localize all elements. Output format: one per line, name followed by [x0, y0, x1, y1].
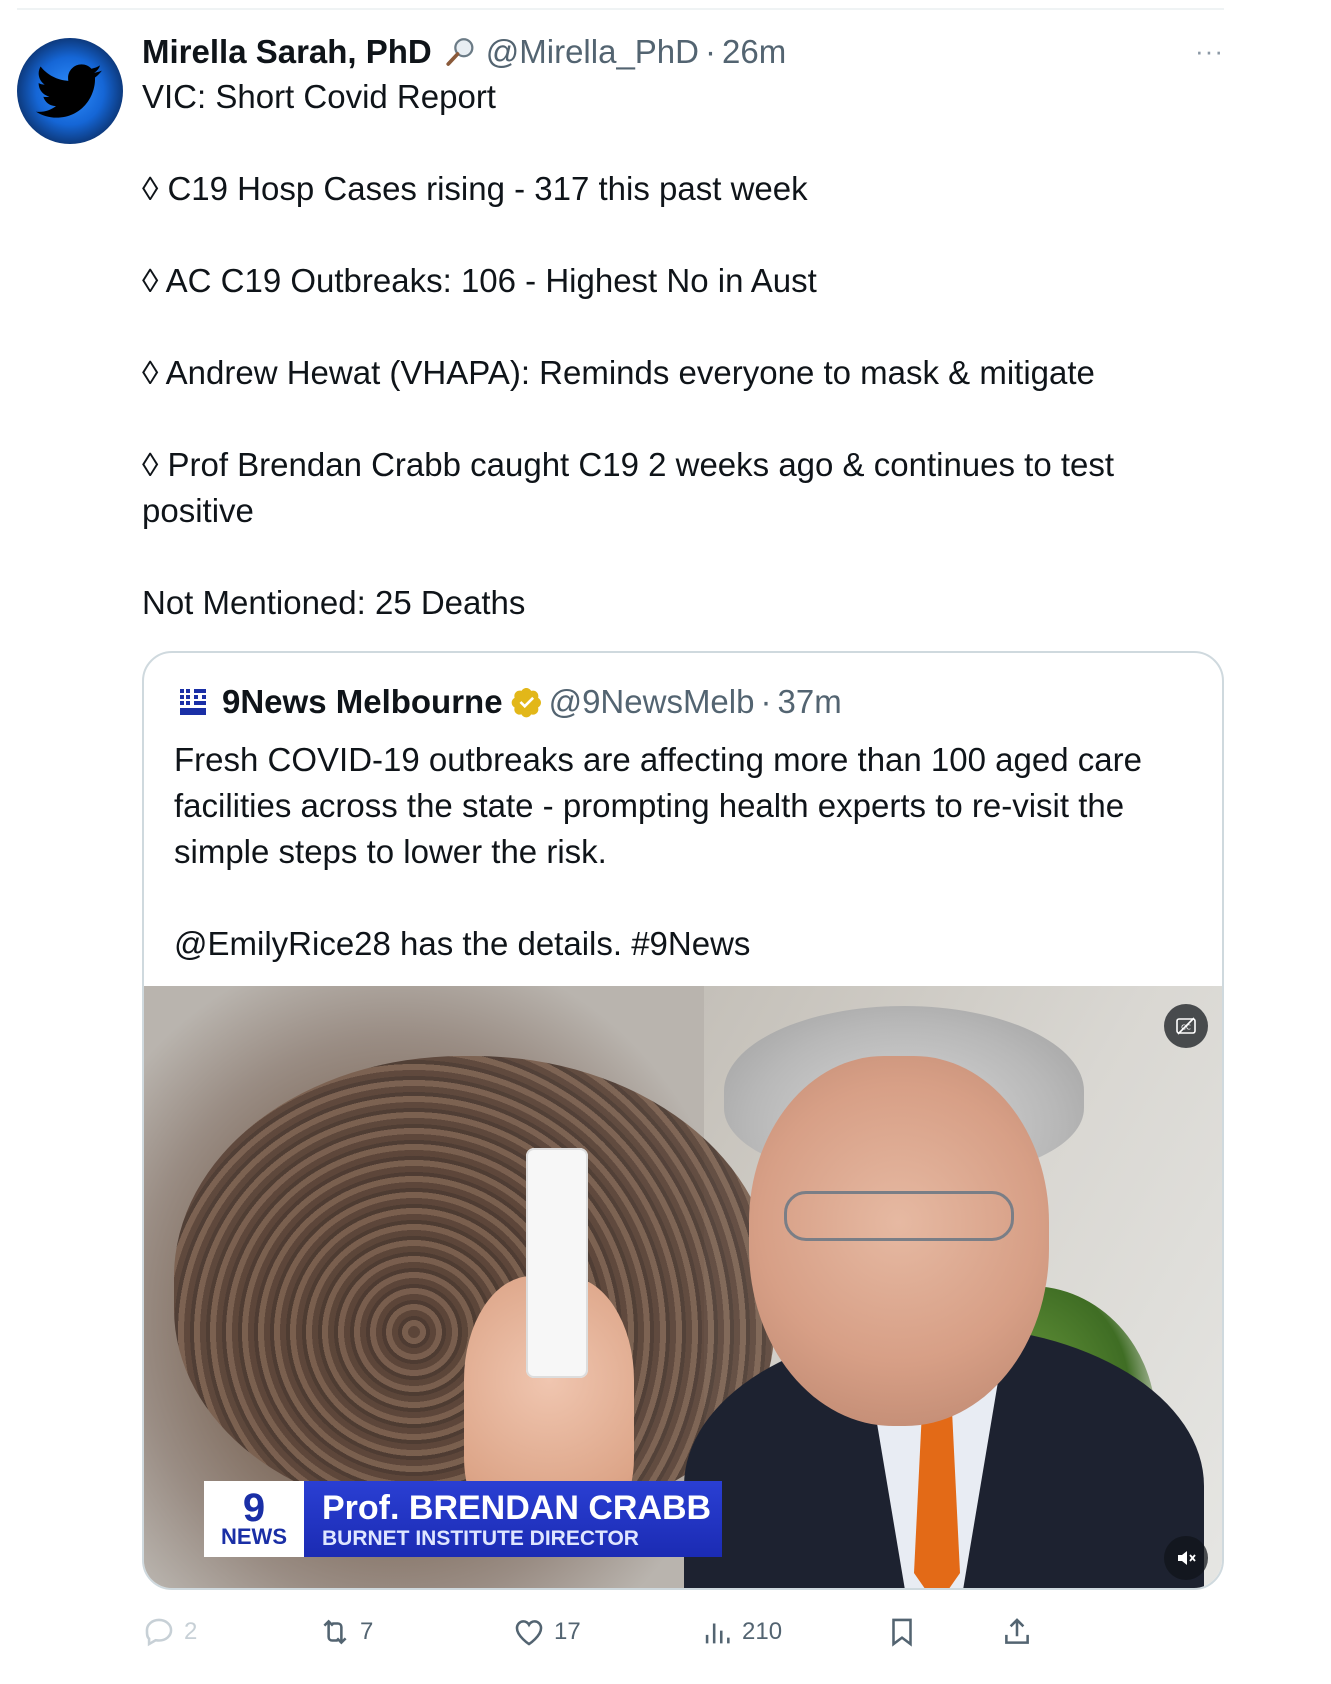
bookmark-button[interactable] — [885, 1608, 919, 1656]
lower-third-name: Prof. BRENDAN CRABB — [322, 1489, 712, 1527]
muted-speaker-icon[interactable] — [1164, 1536, 1208, 1580]
tweet-line — [142, 534, 1224, 580]
tweet-line — [142, 120, 1224, 166]
like-button[interactable] — [512, 1608, 581, 1656]
tweet-line: Not Mentioned: 25 Deaths — [142, 584, 526, 621]
action-bar — [142, 1608, 1224, 1656]
share-icon — [1000, 1615, 1034, 1649]
bird-icon — [35, 58, 105, 124]
reply-count: 2 — [184, 1618, 198, 1645]
avatar[interactable] — [17, 38, 123, 144]
quoted-header — [178, 683, 842, 721]
lower-third-role: BURNET INSTITUTE DIRECTOR — [322, 1527, 639, 1550]
nine-news-logo — [204, 1481, 304, 1557]
share-button[interactable] — [1000, 1608, 1034, 1656]
tweet-header — [142, 30, 1224, 74]
reply-button[interactable] — [142, 1608, 197, 1656]
magnifier-icon — [444, 35, 478, 69]
quoted-line — [174, 875, 1194, 921]
top-divider — [17, 8, 1224, 10]
tweet-line: ◊ Prof Brendan Crabb caught C19 2 weeks ago & continues to test — [142, 446, 1115, 483]
lower-third — [204, 1481, 722, 1557]
views-button[interactable] — [700, 1608, 782, 1656]
reply-icon — [142, 1615, 176, 1649]
timestamp[interactable]: 26m — [722, 33, 787, 70]
tweet-line — [142, 212, 1224, 258]
view-count: 210 — [742, 1618, 783, 1645]
quoted-text — [174, 737, 1194, 967]
author-name[interactable]: Mirella Sarah, PhD — [142, 33, 432, 70]
tweet — [142, 30, 1224, 626]
tweet-line: positive — [142, 492, 254, 529]
lower-third-bar — [304, 1481, 722, 1557]
quoted-tweet[interactable] — [142, 651, 1224, 1590]
tweet-line — [142, 304, 1224, 350]
heart-icon — [512, 1615, 546, 1649]
lower-third-logo-bottom: NEWS — [221, 1524, 287, 1549]
person-face — [749, 1056, 1049, 1426]
rapid-test-kit — [526, 1148, 588, 1378]
quoted-line: Fresh COVID-19 outbreaks are affecting more than 100 aged care — [174, 741, 1142, 778]
tweet-line: ◊ AC C19 Outbreaks: 106 - Highest No in Aust — [142, 262, 817, 299]
repost-button[interactable] — [318, 1608, 373, 1656]
tweet-line: ◊ C19 Hosp Cases rising - 317 this past week — [142, 170, 808, 207]
views-chart-icon — [700, 1615, 734, 1649]
quoted-timestamp[interactable]: 37m — [777, 683, 842, 720]
more-icon[interactable]: ··· — [1195, 36, 1224, 66]
quoted-line: @EmilyRice28 has the details. #9News — [174, 925, 751, 962]
video-player[interactable] — [144, 986, 1224, 1590]
bookmark-icon — [885, 1615, 919, 1649]
verified-badge-icon — [511, 686, 543, 718]
separator: · — [705, 33, 716, 70]
repost-count: 7 — [360, 1618, 374, 1645]
quoted-line: simple steps to lower the risk. — [174, 833, 607, 870]
tweet-line: ◊ Andrew Hewat (VHAPA): Reminds everyone to mask & mitigate — [142, 354, 1095, 391]
author-handle[interactable]: @Mirella_PhD — [485, 33, 699, 70]
svg-text:CC: CC — [1181, 1023, 1191, 1032]
tweet-line — [142, 396, 1224, 442]
lower-third-logo-top: 9 — [242, 1486, 266, 1530]
quoted-line: facilities across the state - prompting health experts to re-visit the — [174, 787, 1125, 824]
quoted-author-name[interactable]: 9News Melbourne — [222, 683, 503, 720]
like-count: 17 — [554, 1618, 581, 1645]
tweet-line: VIC: Short Covid Report — [142, 78, 496, 115]
repost-icon — [318, 1615, 352, 1649]
separator: · — [760, 683, 772, 720]
quoted-author-handle[interactable]: @9NewsMelb — [548, 683, 755, 720]
captions-off-icon[interactable] — [1164, 1004, 1208, 1048]
tweet-text — [142, 74, 1224, 626]
nine-news-logo-icon — [178, 687, 208, 717]
person-glasses — [784, 1191, 1014, 1241]
